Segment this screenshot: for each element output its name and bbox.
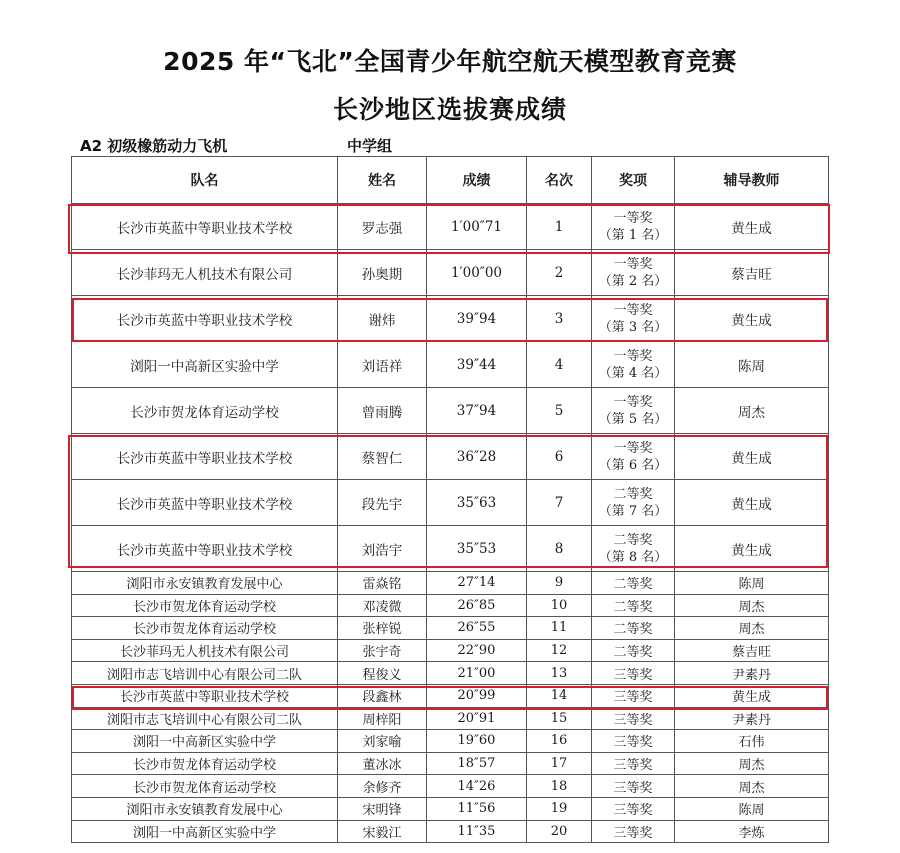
score-cell: 35″63 (427, 480, 527, 526)
name-cell: 谢炜 (338, 296, 427, 342)
name-cell: 罗志强 (338, 204, 427, 250)
rank-cell: 17 (527, 752, 592, 775)
rank-cell: 15 (527, 707, 592, 730)
table-row (72, 250, 829, 296)
score-cell: 35″53 (427, 526, 527, 572)
table-row (72, 797, 829, 820)
award-cell: 三等奖 (592, 707, 675, 730)
award-cell (592, 342, 675, 388)
award-cell: 二等奖 (592, 639, 675, 662)
award-placement: （第 2 名） (598, 273, 668, 289)
name-cell: 张梓锐 (338, 617, 427, 640)
award-placement: （第 5 名） (598, 411, 668, 427)
team-cell: 长沙市英蓝中等职业技术学校 (72, 526, 338, 572)
score-cell: 39″44 (427, 342, 527, 388)
rank-cell: 16 (527, 730, 592, 753)
table-header-row (72, 157, 829, 204)
award-level: 一等奖 (613, 348, 653, 364)
coach-cell: 黄生成 (675, 684, 829, 707)
award-placement: （第 7 名） (598, 503, 668, 519)
rank-cell: 3 (527, 296, 592, 342)
award-cell: 三等奖 (592, 797, 675, 820)
coach-cell: 陈周 (675, 797, 829, 820)
score-cell: 1′00″71 (427, 204, 527, 250)
rank-cell: 6 (527, 434, 592, 480)
column-header-award: 奖项 (592, 157, 675, 204)
highlight-box-rank-6-8 (68, 435, 828, 568)
score-cell: 11″35 (427, 820, 527, 843)
rank-cell: 12 (527, 639, 592, 662)
name-cell: 段鑫林 (338, 684, 427, 707)
name-cell: 刘语祥 (338, 342, 427, 388)
team-cell: 浏阳市志飞培训中心有限公司二队 (72, 707, 338, 730)
column-header-team: 队名 (72, 157, 338, 204)
award-cell: 三等奖 (592, 684, 675, 707)
name-cell: 孙奥期 (338, 250, 427, 296)
award-placement: （第 6 名） (598, 457, 668, 473)
name-cell: 宋毅江 (338, 820, 427, 843)
team-cell: 浏阳一中高新区实验中学 (72, 730, 338, 753)
column-header-coach: 辅导教师 (675, 157, 829, 204)
table-row (72, 617, 829, 640)
award-cell: 三等奖 (592, 752, 675, 775)
score-cell: 19″60 (427, 730, 527, 753)
award-cell: 三等奖 (592, 775, 675, 798)
highlight-box-rank-14 (72, 686, 828, 710)
coach-cell: 尹素丹 (675, 662, 829, 685)
rank-cell: 1 (527, 204, 592, 250)
team-cell: 浏阳一中高新区实验中学 (72, 820, 338, 843)
coach-cell: 黄生成 (675, 434, 829, 480)
name-cell: 董冰冰 (338, 752, 427, 775)
rank-cell: 11 (527, 617, 592, 640)
score-cell: 21″00 (427, 662, 527, 685)
team-cell: 长沙市贺龙体育运动学校 (72, 775, 338, 798)
score-cell: 27″14 (427, 572, 527, 595)
team-cell: 长沙菲玛无人机技术有限公司 (72, 639, 338, 662)
award-level: 一等奖 (613, 394, 653, 410)
document-subtitle: 长沙地区选拔赛成绩 (332, 95, 567, 124)
rank-cell: 4 (527, 342, 592, 388)
table-row (72, 594, 829, 617)
award-placement: （第 1 名） (598, 227, 668, 243)
coach-cell: 周杰 (675, 594, 829, 617)
rank-cell: 8 (527, 526, 592, 572)
rank-cell: 5 (527, 388, 592, 434)
coach-cell: 石伟 (675, 730, 829, 753)
name-cell: 张宇奇 (338, 639, 427, 662)
award-level: 二等奖 (613, 486, 653, 502)
score-cell: 22″90 (427, 639, 527, 662)
team-cell: 长沙市贺龙体育运动学校 (72, 752, 338, 775)
rank-cell: 10 (527, 594, 592, 617)
team-cell: 浏阳一中高新区实验中学 (72, 342, 338, 388)
rank-cell: 9 (527, 572, 592, 595)
award-placement: （第 4 名） (598, 365, 668, 381)
score-cell: 20″99 (427, 684, 527, 707)
award-level: 一等奖 (613, 210, 653, 226)
document-title: 2025 年“飞北”全国青少年航空航天模型教育竞赛 (163, 47, 737, 76)
table-row (72, 572, 829, 595)
rank-cell: 2 (527, 250, 592, 296)
coach-cell: 周杰 (675, 752, 829, 775)
award-cell: 二等奖 (592, 594, 675, 617)
award-cell: 三等奖 (592, 820, 675, 843)
team-cell: 长沙市贺龙体育运动学校 (72, 617, 338, 640)
table-row (72, 775, 829, 798)
score-cell: 36″28 (427, 434, 527, 480)
award-level: 一等奖 (613, 302, 653, 318)
column-header-rank: 名次 (527, 157, 592, 204)
table-row (72, 752, 829, 775)
coach-cell: 黄生成 (675, 296, 829, 342)
score-cell: 26″85 (427, 594, 527, 617)
award-cell: 二等奖 (592, 572, 675, 595)
score-cell: 20″91 (427, 707, 527, 730)
name-cell: 宋明锋 (338, 797, 427, 820)
score-cell: 18″57 (427, 752, 527, 775)
name-cell: 雷焱铭 (338, 572, 427, 595)
team-cell: 长沙市英蓝中等职业技术学校 (72, 434, 338, 480)
score-cell: 37″94 (427, 388, 527, 434)
coach-cell: 陈周 (675, 572, 829, 595)
name-cell: 程俊义 (338, 662, 427, 685)
rank-cell: 14 (527, 684, 592, 707)
team-cell: 浏阳市永安镇教育发展中心 (72, 797, 338, 820)
name-cell: 邓凌微 (338, 594, 427, 617)
coach-cell: 尹素丹 (675, 707, 829, 730)
award-level: 一等奖 (613, 256, 653, 272)
team-cell: 长沙市贺龙体育运动学校 (72, 388, 338, 434)
table-row (72, 820, 829, 843)
rank-cell: 18 (527, 775, 592, 798)
award-placement: （第 8 名） (598, 549, 668, 565)
coach-cell: 周杰 (675, 617, 829, 640)
award-cell (592, 250, 675, 296)
name-cell: 余修齐 (338, 775, 427, 798)
team-cell: 长沙市英蓝中等职业技术学校 (72, 296, 338, 342)
name-cell: 曾雨腾 (338, 388, 427, 434)
coach-cell: 周杰 (675, 775, 829, 798)
rank-cell: 13 (527, 662, 592, 685)
rank-cell: 7 (527, 480, 592, 526)
coach-cell: 周杰 (675, 388, 829, 434)
coach-cell: 陈周 (675, 342, 829, 388)
award-cell: 三等奖 (592, 730, 675, 753)
column-header-name: 姓名 (338, 157, 427, 204)
coach-cell: 蔡吉旺 (675, 639, 829, 662)
highlight-box-rank-3 (72, 298, 828, 342)
team-cell: 长沙市英蓝中等职业技术学校 (72, 204, 338, 250)
coach-cell: 黄生成 (675, 204, 829, 250)
award-cell: 三等奖 (592, 662, 675, 685)
coach-cell: 黄生成 (675, 480, 829, 526)
team-cell: 长沙市英蓝中等职业技术学校 (72, 684, 338, 707)
coach-cell: 蔡吉旺 (675, 250, 829, 296)
highlight-box-rank-1 (68, 204, 830, 254)
award-level: 二等奖 (613, 532, 653, 548)
column-header-score: 成绩 (427, 157, 527, 204)
name-cell: 蔡智仁 (338, 434, 427, 480)
coach-cell: 黄生成 (675, 526, 829, 572)
award-placement: （第 3 名） (598, 319, 668, 335)
rank-cell: 20 (527, 820, 592, 843)
team-cell: 浏阳市永安镇教育发展中心 (72, 572, 338, 595)
table-row (72, 342, 829, 388)
rank-cell: 19 (527, 797, 592, 820)
age-group: 中学组 (347, 137, 393, 155)
score-cell: 26″55 (427, 617, 527, 640)
table-row (72, 662, 829, 685)
team-cell: 长沙市贺龙体育运动学校 (72, 594, 338, 617)
name-cell: 刘家喻 (338, 730, 427, 753)
score-cell: 1′00″00 (427, 250, 527, 296)
award-level: 一等奖 (613, 440, 653, 456)
team-cell: 长沙市英蓝中等职业技术学校 (72, 480, 338, 526)
name-cell: 段先宇 (338, 480, 427, 526)
table-row (72, 388, 829, 434)
team-cell: 长沙菲玛无人机技术有限公司 (72, 250, 338, 296)
name-cell: 周梓阳 (338, 707, 427, 730)
table-row (72, 639, 829, 662)
team-cell: 浏阳市志飞培训中心有限公司二队 (72, 662, 338, 685)
score-cell: 14″26 (427, 775, 527, 798)
name-cell: 刘浩宇 (338, 526, 427, 572)
coach-cell: 李炼 (675, 820, 829, 843)
score-cell: 11″56 (427, 797, 527, 820)
award-cell: 二等奖 (592, 617, 675, 640)
award-cell (592, 388, 675, 434)
score-cell: 39″94 (427, 296, 527, 342)
table-row (72, 730, 829, 753)
event-category: A2 初级橡筋动力飞机 (80, 137, 228, 155)
table-row (72, 707, 829, 730)
